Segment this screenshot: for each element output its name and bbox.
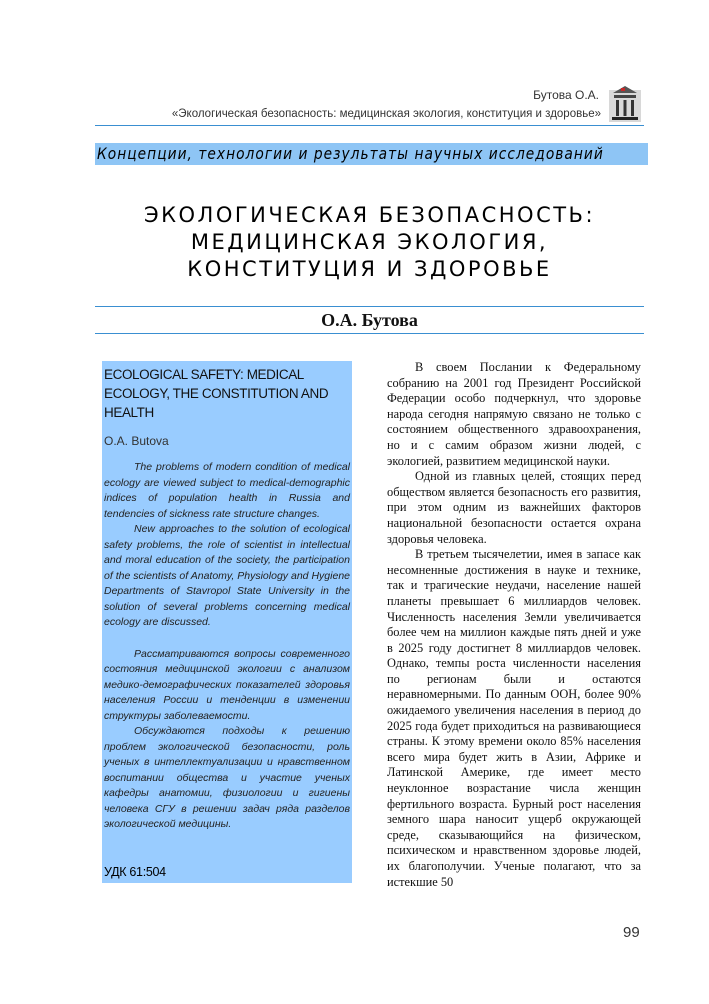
english-abstract-paragraph: The problems of modern condition of medical ecology are viewed subject to medical-demographic indices of population health in Russia and tendencies of sickness rate structure changes. bbox=[104, 461, 350, 520]
title-line-3: КОНСТИТУЦИЯ И ЗДОРОВЬЕ bbox=[187, 257, 552, 281]
header-rule bbox=[95, 125, 644, 126]
author-rule-top bbox=[95, 306, 644, 307]
body-paragraph: В третьем тысячелетии, имея в запасе как несомненные достижения в науке и технике, так и трагические неудачи, население нашей планеты превышает 6 миллиардов человек. Численность населения Земли увеличивается более чем на миллион каждые пять дней и уже в 2025 году достигнет 8 миллиардов человек. Однако, темпы роста численности населения по регионам были и остаются неравномерными. По данным ООН, более 90% ожидаемого увеличения населения в период до 2025 года будет приходиться на развивающиеся страны. К этому времени около 85% населения всего мира будет жить в Азии, Африке и Латинской Америке, где имеет место неуклонное возрастание числа женщин фертильного возраста. Бурный рост населения земного шара наносит ущерб окружающей среде, сказывающийся на физическом, психическом и нравственном здоровье людей, их благополучии. Ученые полагают, что за истекшие 50 bbox=[387, 547, 641, 889]
university-logo-icon bbox=[607, 84, 643, 124]
russian-abstract-paragraph: Обсуждаются подходы к решению проблем экологической безопасности, роль ученых в интеллектуализации и нравственном воспитании общества и участие ученых кафедры анатомии, физиологии и гигиены человека СГУ в решении задач ряда разделов экологической медицины. bbox=[104, 725, 350, 830]
body-paragraph: В своем Послании к Федеральному собранию на 2001 год Президент Российской Федерации особо подчеркнул, что здоровье народа сегодня напрямую связано не только с состоянием общественного здравоохранения, но и с самим образом жизни людей, с экологией, развитием медицинской науки. bbox=[387, 360, 641, 468]
article-title bbox=[95, 202, 644, 283]
abstract-sidebar bbox=[102, 361, 352, 883]
english-abstract-paragraph: New approaches to the solution of ecological safety problems, the role of scientist in intellectual and moral education of the society, the participation of the scientists of Anatomy, Physiology and Hygiene Departments of Stavropol State University in the solution of several problems concerning medical ecology are discussed. bbox=[104, 523, 350, 628]
udk-code: УДК 61:504 bbox=[104, 865, 166, 879]
body-paragraph: Одной из главных целей, стоящих перед обществом является безопасность его развития, при этом одним из важнейших факторов национальной безопасности остается охрана здоровья человека. bbox=[387, 469, 641, 546]
english-title: ECOLOGICAL SAFETY: MEDICAL ECOLOGY, THE CONSTITUTION AND HEALTH bbox=[104, 367, 329, 420]
title-line-2: МЕДИЦИНСКАЯ ЭКОЛОГИЯ, bbox=[190, 230, 549, 254]
title-line-1: ЭКОЛОГИЧЕСКАЯ БЕЗОПАСНОСТЬ: bbox=[143, 203, 596, 227]
body-text-column bbox=[387, 360, 641, 890]
article-author: О.А. Бутова bbox=[321, 310, 418, 330]
page-number: 99 bbox=[623, 924, 640, 941]
russian-abstract-paragraph: Рассматриваются вопросы современного состояния медицинской экологии с анализом медико-демографических показателей здоровья населения России и тенденции в изменении структуры заболеваемости. bbox=[104, 647, 350, 722]
running-header-author: Бутова О.А. bbox=[533, 88, 599, 102]
author-rule-bottom bbox=[95, 333, 644, 334]
running-header-journal: «Экологическая безопасность: медицинская экология, конституция и здоровье» bbox=[171, 108, 601, 120]
english-author: O.A. Butova bbox=[104, 434, 169, 448]
section-heading: Концепции, технологии и результаты научных исследований bbox=[97, 144, 604, 163]
